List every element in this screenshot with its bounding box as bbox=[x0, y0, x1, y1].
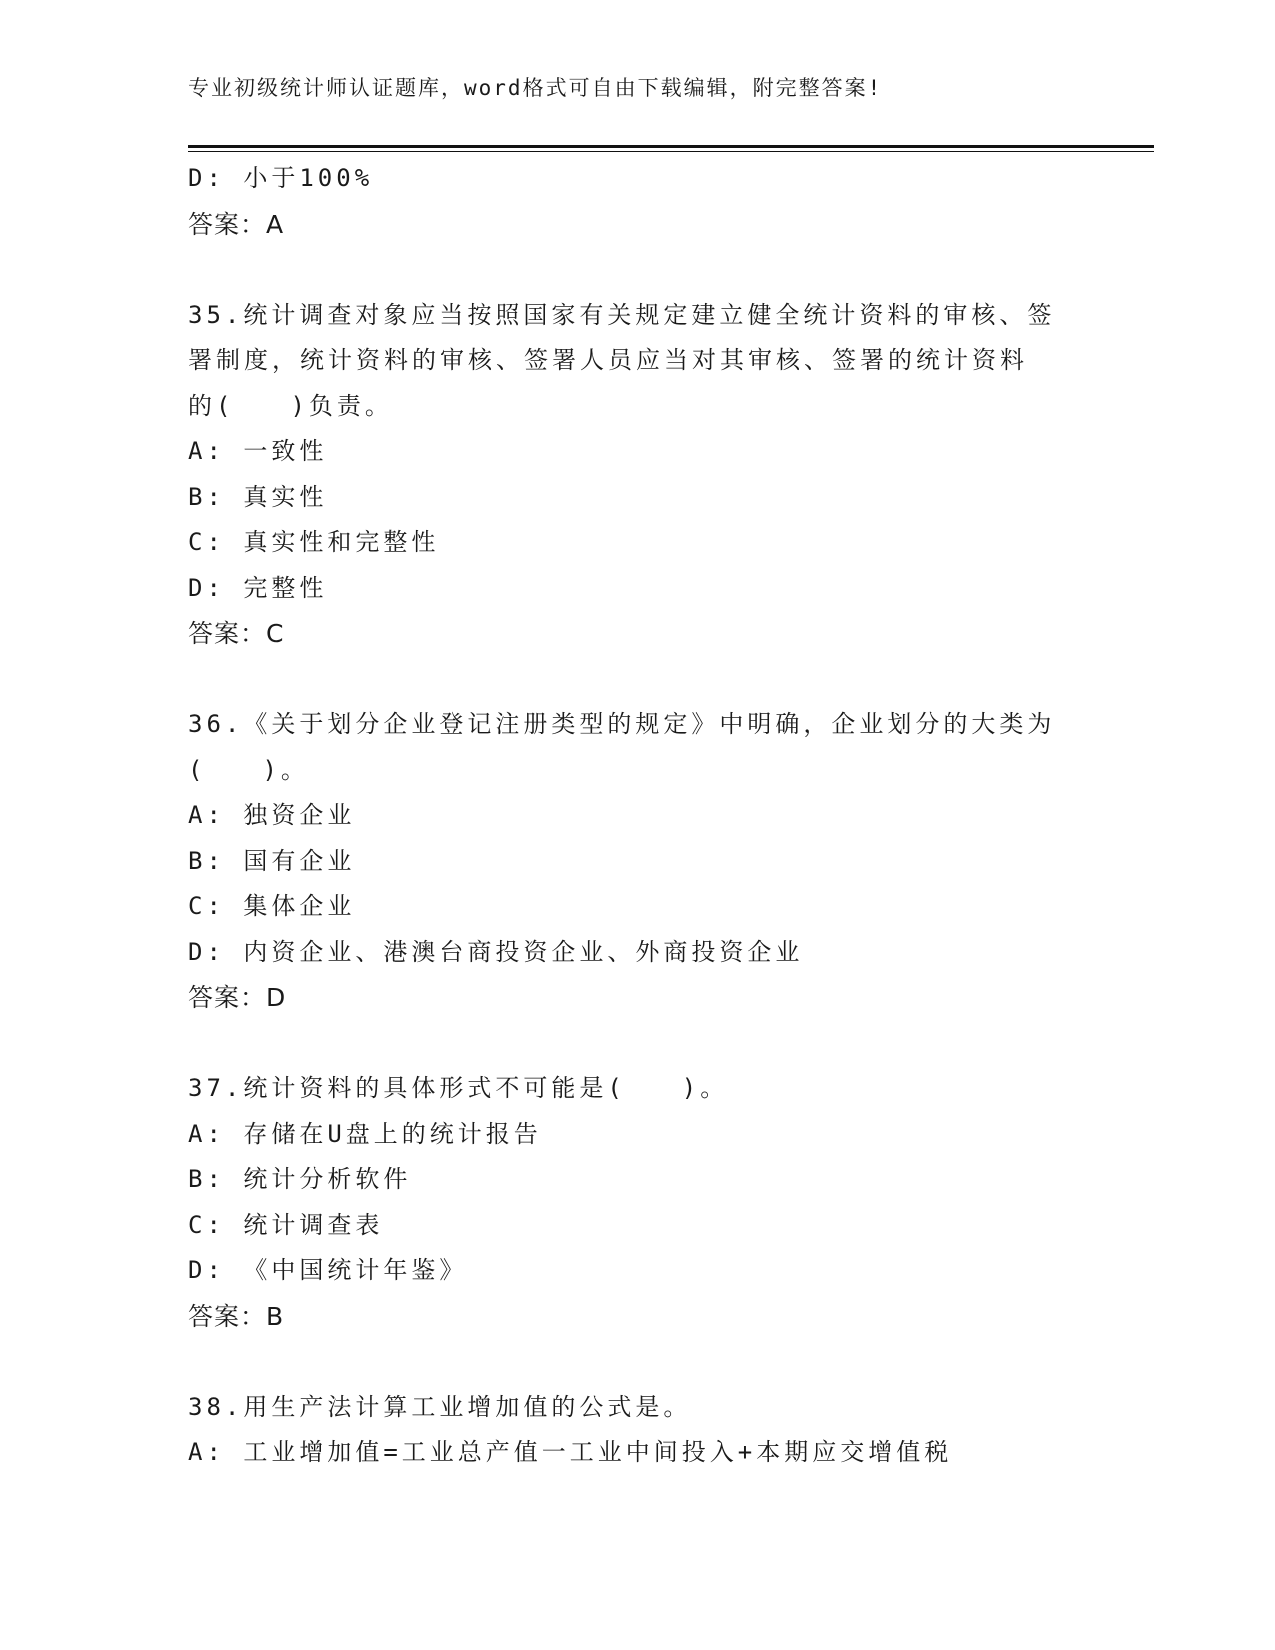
question-34-answer: 答案：A bbox=[188, 209, 285, 239]
question-35 bbox=[188, 293, 1088, 657]
option-d: D: 《中国统计年鉴》 bbox=[188, 1256, 468, 1284]
question-stem-line: 的( )负责。 bbox=[188, 391, 393, 420]
question-38 bbox=[188, 1385, 1088, 1476]
question-stem-line: ( )。 bbox=[188, 755, 309, 784]
option-c: C: 集体企业 bbox=[188, 892, 356, 920]
option-a: A: 存储在U盘上的统计报告 bbox=[188, 1119, 542, 1148]
question-stem-line: 37.统计资料的具体形式不可能是( )。 bbox=[188, 1074, 729, 1102]
option-a: A: 独资企业 bbox=[188, 801, 356, 829]
spacer bbox=[188, 247, 1088, 293]
header-rule-thin bbox=[188, 151, 1154, 152]
header-rule-thick bbox=[188, 145, 1154, 148]
option-d: D: 内资企业、港澳台商投资企业、外商投资企业 bbox=[188, 937, 804, 966]
option-b: B: 真实性 bbox=[188, 482, 328, 511]
question-36 bbox=[188, 702, 1088, 1021]
answer: 答案：B bbox=[188, 1301, 285, 1331]
spacer bbox=[188, 657, 1088, 703]
document-body bbox=[188, 156, 1088, 1476]
answer: 答案：D bbox=[188, 983, 287, 1012]
question-stem-line: 36.《关于划分企业登记注册类型的规定》中明确，企业划分的大类为 bbox=[188, 710, 1056, 738]
option-a: A: 工业增加值=工业总产值一工业中间投入+本期应交增值税 bbox=[188, 1438, 953, 1466]
option-b: B: 统计分析软件 bbox=[188, 1165, 412, 1193]
option-b: B: 国有企业 bbox=[188, 846, 356, 875]
spacer bbox=[188, 1339, 1088, 1385]
answer: 答案：C bbox=[188, 619, 285, 648]
option-c: C: 真实性和完整性 bbox=[188, 528, 440, 556]
option-a: A: 一致性 bbox=[188, 437, 328, 465]
question-stem-line: 38.用生产法计算工业增加值的公式是。 bbox=[188, 1392, 692, 1421]
option-c: C: 统计调查表 bbox=[188, 1210, 384, 1239]
question-34-option-d: D: 小于100% bbox=[188, 164, 374, 192]
question-stem-line: 署制度，统计资料的审核、签署人员应当对其审核、签署的统计资料 bbox=[188, 346, 1028, 374]
question-37 bbox=[188, 1066, 1088, 1339]
spacer bbox=[188, 1021, 1088, 1067]
page-header: 专业初级统计师认证题库，word格式可自由下载编辑，附完整答案! bbox=[188, 76, 883, 100]
question-stem-line: 35.统计调查对象应当按照国家有关规定建立健全统计资料的审核、签 bbox=[188, 300, 1056, 329]
option-d: D: 完整性 bbox=[188, 573, 328, 602]
